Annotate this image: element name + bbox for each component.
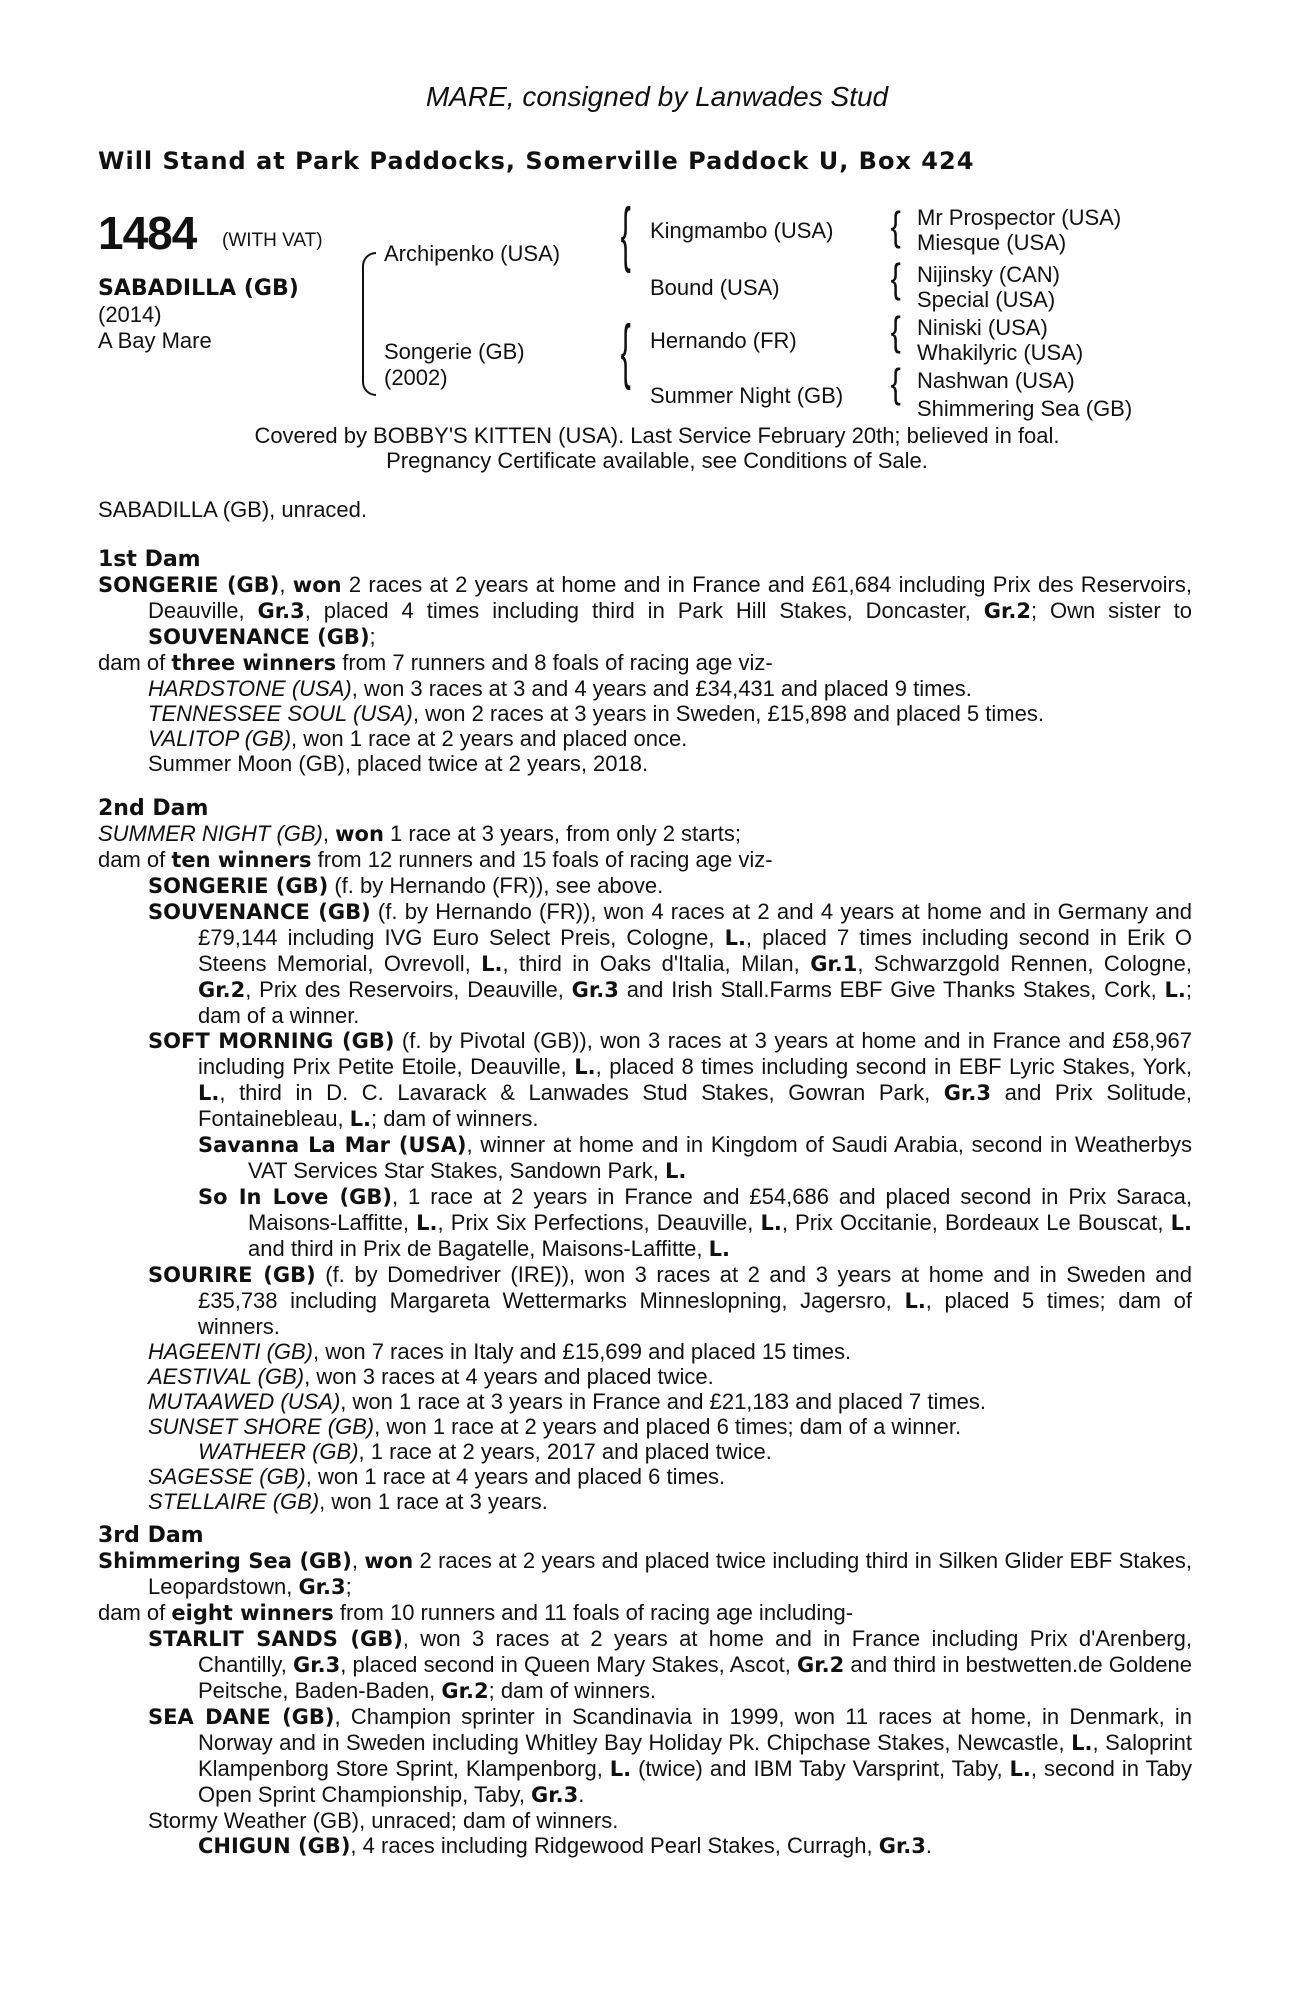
progeny-item: Summer Moon (GB), placed twice at 2 years, 2018. xyxy=(148,751,649,776)
stand-location: Will Stand at Park Paddocks, Somerville Paddock U, Box 424 xyxy=(98,147,975,175)
third-dam-record: Shimmering Sea (GB), won 2 races at 2 years and placed twice including third in Silken Glider EBF Stakes, Leopardstown, Gr.3; xyxy=(98,1548,1192,1599)
certificate-line: Pregnancy Certificate available, see Conditions of Sale. xyxy=(386,448,928,473)
progeny-item: MUTAAWED (USA), won 1 race at 3 years in France and £21,183 and placed 7 times. xyxy=(148,1389,987,1414)
first-dam-section xyxy=(98,546,1192,776)
grandprogeny-item: Savanna La Mar (USA), winner at home and in Kingdom of Saudi Arabia, second in Weatherbys VAT Services Star Stakes, Sandown Park, L. xyxy=(198,1132,1192,1183)
pedigree-brace-sd: { xyxy=(890,256,901,302)
progeny-item: VALITOP (GB), won 1 race at 2 years and placed once. xyxy=(148,726,688,751)
pedigree-dam: Songerie (GB) xyxy=(384,339,525,364)
second-dam-heading: 2nd Dam xyxy=(98,796,209,821)
progeny-item: STELLAIRE (GB), won 1 race at 3 years. xyxy=(148,1489,548,1514)
progeny-item: SAGESSE (GB), won 1 race at 4 years and placed 6 times. xyxy=(148,1464,726,1489)
horse-name: SABADILLA (GB) xyxy=(98,276,299,301)
second-dam-section xyxy=(98,795,1192,1514)
progeny-item: STARLIT SANDS (GB), won 3 races at 2 years at home and in France including Prix d'Arenberg, Chantilly, Gr.3, placed second in Queen Mary Stakes, Ascot, Gr.2 and third in bestwetten.de Goldene Peitsche, Baden-Baden, Gr.2; dam of winners. xyxy=(148,1626,1192,1703)
lot-number: 1484 xyxy=(98,207,197,259)
third-dam-heading: 3rd Dam xyxy=(98,1523,204,1548)
pedigree-sire-dam: Bound (USA) xyxy=(650,275,780,300)
pedigree-brace-ss: { xyxy=(890,204,901,250)
pedigree-dam-year: (2002) xyxy=(384,365,448,390)
pedigree-dsd: Whakilyric (USA) xyxy=(917,340,1084,365)
second-dam-summary: dam of ten winners from 12 runners and 15 foals of racing age viz- xyxy=(98,847,773,872)
progeny-item: SONGERIE (GB) (f. by Hernando (FR)), see above. xyxy=(148,873,664,898)
progeny-item: SOUVENANCE (GB) (f. by Hernando (FR)), won 4 races at 2 and 4 years at home and in Germany and £79,144 including IVG Euro Select Preis, Cologne, L., placed 7 times including second in Erik O Steens Memorial, Ovrevoll, L., third in Oaks d'Italia, Milan, Gr.1, Schwarzgold Rennen, Cologne, Gr.2, Prix des Reservoirs, Deauville, Gr.3 and Irish Stall.Farms EBF Give Thanks Stakes, Cork, L.; dam of a winner. xyxy=(148,899,1193,1028)
second-dam-record: SUMMER NIGHT (GB), won 1 race at 3 years, from only 2 starts; xyxy=(98,821,741,846)
pedigree-dam-sire: Hernando (FR) xyxy=(650,328,797,353)
horse-description: A Bay Mare xyxy=(98,328,212,353)
pedigree-ddd: Shimmering Sea (GB) xyxy=(917,396,1133,421)
pedigree-sss: Mr Prospector (USA) xyxy=(917,205,1122,230)
grandprogeny-item: So In Love (GB), 1 race at 2 years in France and £54,686 and placed second in Prix Saraca, Maisons-Laffitte, L., Prix Six Perfections, Deauville, L., Prix Occitanie, Bordeaux Le Bouscat, L. and third in Prix de Bagatelle, Maisons-Laffitte, L. xyxy=(198,1184,1192,1261)
progeny-item: SOURIRE (GB) (f. by Domedriver (IRE)), won 3 races at 2 and 3 years at home and in Sweden and £35,738 including Margareta Wettermarks Minneslopning, Jagersro, L., placed 5 times; dam of winners. xyxy=(148,1262,1192,1339)
first-dam-record: SONGERIE (GB), won 2 races at 2 years at home and in France and £61,684 including Prix des Reservoirs, Deauville, Gr.3, placed 4 times including third in Park Hill Stakes, Doncaster, Gr.2; Own sister to SOUVENANCE (GB); xyxy=(98,572,1193,649)
third-dam-summary: dam of eight winners from 10 runners and 11 foals of racing age including- xyxy=(98,1600,854,1625)
pedigree-brace-ds: { xyxy=(890,309,901,355)
progeny-item: TENNESSEE SOUL (USA), won 2 races at 3 years in Sweden, £15,898 and placed 5 times. xyxy=(148,701,1044,726)
pedigree-ssd: Miesque (USA) xyxy=(917,230,1067,255)
progeny-item: AESTIVAL (GB), won 3 races at 4 years and placed twice. xyxy=(148,1364,714,1389)
pedigree-dss: Niniski (USA) xyxy=(917,315,1048,340)
pedigree-sds: Nijinsky (CAN) xyxy=(917,262,1060,287)
page-header: MARE, consigned by Lanwades Stud xyxy=(425,81,889,112)
pedigree-dds: Nashwan (USA) xyxy=(917,368,1075,393)
pedigree-sdd: Special (USA) xyxy=(917,287,1056,312)
vat-label: (WITH VAT) xyxy=(222,230,323,251)
grandprogeny-item: CHIGUN (GB), 4 races including Ridgewood Pearl Stakes, Curragh, Gr.3. xyxy=(198,1833,933,1858)
grandprogeny-item: WATHEER (GB), 1 race at 2 years, 2017 and placed twice. xyxy=(198,1439,772,1464)
first-dam-heading: 1st Dam xyxy=(98,547,201,572)
pedigree-sire-sire: Kingmambo (USA) xyxy=(650,218,834,243)
pedigree-dam-dam: Summer Night (GB) xyxy=(650,383,844,408)
pedigree-sire: Archipenko (USA) xyxy=(384,241,561,266)
pedigree-brace-sire: { xyxy=(620,195,631,275)
progeny-item: SOFT MORNING (GB) (f. by Pivotal (GB)), won 3 races at 3 years at home and in France and £58,967 including Prix Petite Etoile, Deauville, L., placed 8 times including second in EBF Lyric Stakes, York, L., third in D. C. Lavarack & Lanwades Stud Stakes, Gowran Park, Gr.3 and Prix Solitude, Fontainebleau, L.; dam of winners. xyxy=(148,1028,1192,1131)
progeny-item: HARDSTONE (USA), won 3 races at 3 and 4 years and £34,431 and placed 9 times. xyxy=(148,676,972,701)
progeny-item: SEA DANE (GB), Champion sprinter in Scandinavia in 1999, won 11 races at home, in Denmark, in Norway and in Sweden including Whitley Bay Holiday Pk. Chipchase Stakes, Newcastle, L., Saloprint Klampenborg Store Sprint, Klampenborg, L. (twice) and IBM Taby Varsprint, Taby, L., second in Taby Open Sprint Championship, Taby, Gr.3. xyxy=(148,1704,1193,1807)
progeny-item: Stormy Weather (GB), unraced; dam of winners. xyxy=(148,1808,619,1833)
progeny-item: SUNSET SHORE (GB), won 1 race at 2 years and placed 6 times; dam of a winner. xyxy=(148,1414,962,1439)
pedigree-brace-dd: { xyxy=(890,361,901,407)
pedigree-bracket-gen1 xyxy=(362,252,376,396)
pedigree-brace-dam: { xyxy=(620,312,631,392)
third-dam-section xyxy=(98,1522,1192,1859)
horse-year: (2014) xyxy=(98,302,162,327)
first-dam-summary: dam of three winners from 7 runners and 8 foals of racing age viz- xyxy=(98,650,773,675)
intro-unraced: SABADILLA (GB), unraced. xyxy=(98,497,368,522)
progeny-item: HAGEENTI (GB), won 7 races in Italy and £15,699 and placed 15 times. xyxy=(148,1339,852,1364)
covered-line: Covered by BOBBY'S KITTEN (USA). Last Service February 20th; believed in foal. xyxy=(254,423,1060,448)
